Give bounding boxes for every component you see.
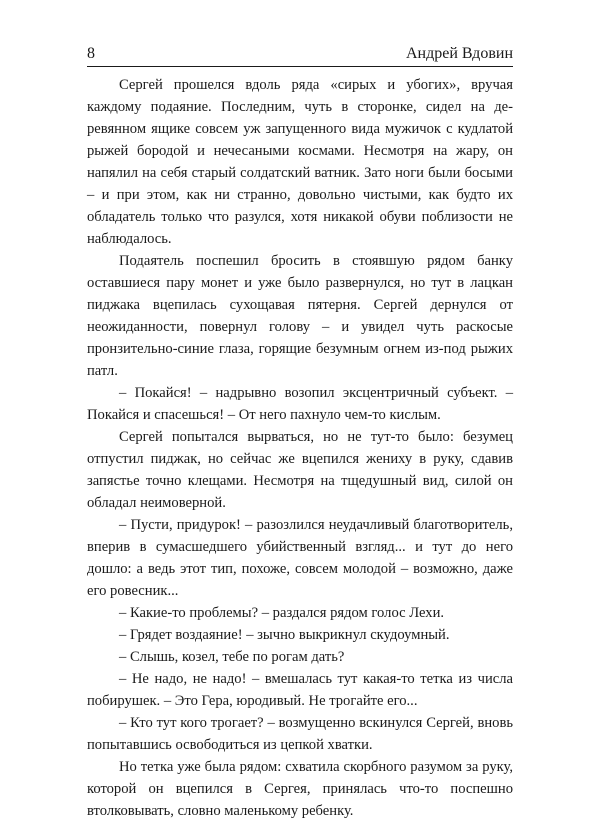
paragraph: Но тетка уже была рядом: схватила скорбного разумом за руку, которой он вцепился в Сергея, принялась что-то поспешно втолковывать, словно маленькому ребенку.	[87, 759, 513, 819]
paragraph: – Грядет воздаяние! – зычно выкрикнул скудоумный.	[119, 627, 450, 643]
paragraph: – Слышь, козел, тебе по рогам дать?	[119, 649, 345, 665]
header-rule	[87, 66, 513, 67]
page-number: 8	[87, 45, 95, 62]
page-body	[87, 74, 513, 822]
paragraph: – Не надо, не надо! – вмешалась тут какая-то тетка из числа побирушек. – Это Гера, юродивый. Не трогайте его...	[87, 671, 513, 709]
paragraph: Подаятель поспешил бросить в стоявшую рядом банку оставшиеся пару монет и уже было развернулся, но тут в лацкан пиджака вцепилась сухощавая пятерня. Сергей дернулся от неожиданности, повернул голову – и увидел чуть раскосые пронзительно-синие глаза, горящие безумным огнем из-под рыжих патл.	[87, 253, 513, 379]
paragraph: – Какие-то проблемы? – раздался рядом голос Лехи.	[119, 605, 445, 621]
running-header	[87, 41, 513, 63]
paragraph: – Покайся! – надрывно возопил эксцентричный субъект. – Покайся и спасешься! – От него пахнуло чем-то кислым.	[87, 385, 513, 423]
running-head-author: Андрей Вдовин	[405, 45, 513, 62]
paragraph: Сергей прошелся вдоль ряда «сирых и убогих», вручая каждому подаяние. Последним, чуть в сторонке, сидел на деревянном ящике совсем уж запущенного вида мужичок с кудлатой рыжей бородой и нечесаными космами. Несмотря на жару, он напялил на себя старый солдатский ватник. Зато ноги были босыми – и при этом, как ни странно, довольно чистыми, как будто их обладатель только что разулся, хотя никакой обуви поблизости не наблюдалось.	[87, 77, 513, 247]
paragraph: – Пусти, придурок! – разозлился неудачливый благотворитель, вперив в сумасшедшего убийственный взгляд... и тут до него дошло: а ведь этот тип, похоже, совсем молодой – возможно, даже его ровесник...	[87, 517, 513, 599]
paragraph: – Кто тут кого трогает? – возмущенно вскинулся Сергей, вновь попытавшись освободиться из цепкой хватки.	[87, 715, 513, 753]
paragraph: Сергей попытался вырваться, но не тут-то было: безумец отпустил пиджак, но сейчас же вцепился жениху в руку, сдавив запястье точно клещами. Несмотря на тщедушный вид, силой он обладал неимоверной.	[87, 429, 513, 511]
